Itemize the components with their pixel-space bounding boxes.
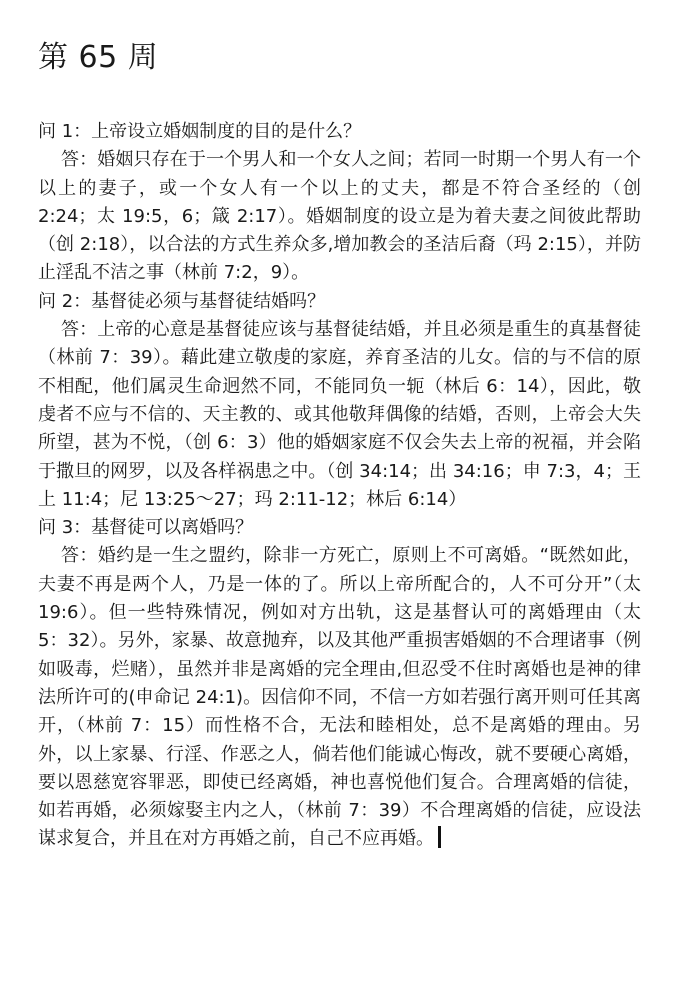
question-2: 问 2：基督徒必须与基督徒结婚吗？ [38,290,326,312]
answer-3: 答：婚约是一生之盟约，除非一方死亡，原则上不可离婚。“既然如此，夫妻不再是两个人，乃是一体的了。所以上帝所配合的，人不可分开”（太 19:6）。但一些特殊情况，例如对方出轨，这是基督认可的离婚理由（太 5：32）。另外，家暴、故意抛弃，以及其他严重损害婚姻的不合理诸事（例如吸毒，烂赌），虽然并非是离婚的完全理由,但忍受不住时离婚也是神的律法所许可的(申命记 24:1)。因信仰不同，不信一方如若强行离开则可任其离开，（林前 7：15）而性格不合，无法和睦相处，总不是离婚的理由。另外，以上家暴、行淫、作恶之人，倘若他们能诚心悔改，就不要硬心离婚，要以恩慈宽容罪恶，即使已经离婚，神也喜悦他们复合。合理离婚的信徒，如若再婚，必须嫁娶主内之人，（林前 7：39）不合理离婚的信徒，应设法谋求复合，并且在对方再婚之前，自己不应再婚。 [38,545,641,850]
answer-3-wrapper [38,542,641,853]
answer-2: 答：上帝的心意是基督徒应该与基督徒结婚，并且必须是重生的真基督徒（林前 7：39）。藉此建立敬虔的家庭，养育圣洁的儿女。信的与不信的原不相配，他们属灵生命迥然不同，不能同负一轭（林后 6：14），因此，敬虔者不应与不信的、天主教的、或其他敬拜偶像的结婚，否则，上帝会大失所望，甚为不悦，（创 6：3）他的婚姻家庭不仅会失去上帝的祝福，并会陷于撒旦的网罗，以及各样祸患之中。（创 34:14；出 34:16；申 7:3，4；王上 11:4；尼 13:25～27；玛 2:11-12；林后 6:14） [38,319,641,510]
question-1: 问 1：上帝设立婚姻制度的目的是什么？ [38,121,362,142]
document-body[interactable] [38,118,641,854]
question-3: 问 3：基督徒可以离婚吗？ [38,517,254,539]
page-title: 第 65 周 [38,40,159,75]
text-cursor [438,826,441,848]
answer-1: 答：婚姻只存在于一个男人和一个女人之间；若同一时期一个男人有一个以上的妻子，或一个女人有一个以上的丈夫，都是不符合圣经的（创 2:24；太 19:5，6；箴 2:17）。婚姻制度的设立是为着夫妻之间彼此帮助（创 2:18），以合法的方式生养众多,增加教会的圣洁后裔（玛 2:15），并防止淫乱不洁之事（林前 7:2，9）。 [38,149,641,284]
